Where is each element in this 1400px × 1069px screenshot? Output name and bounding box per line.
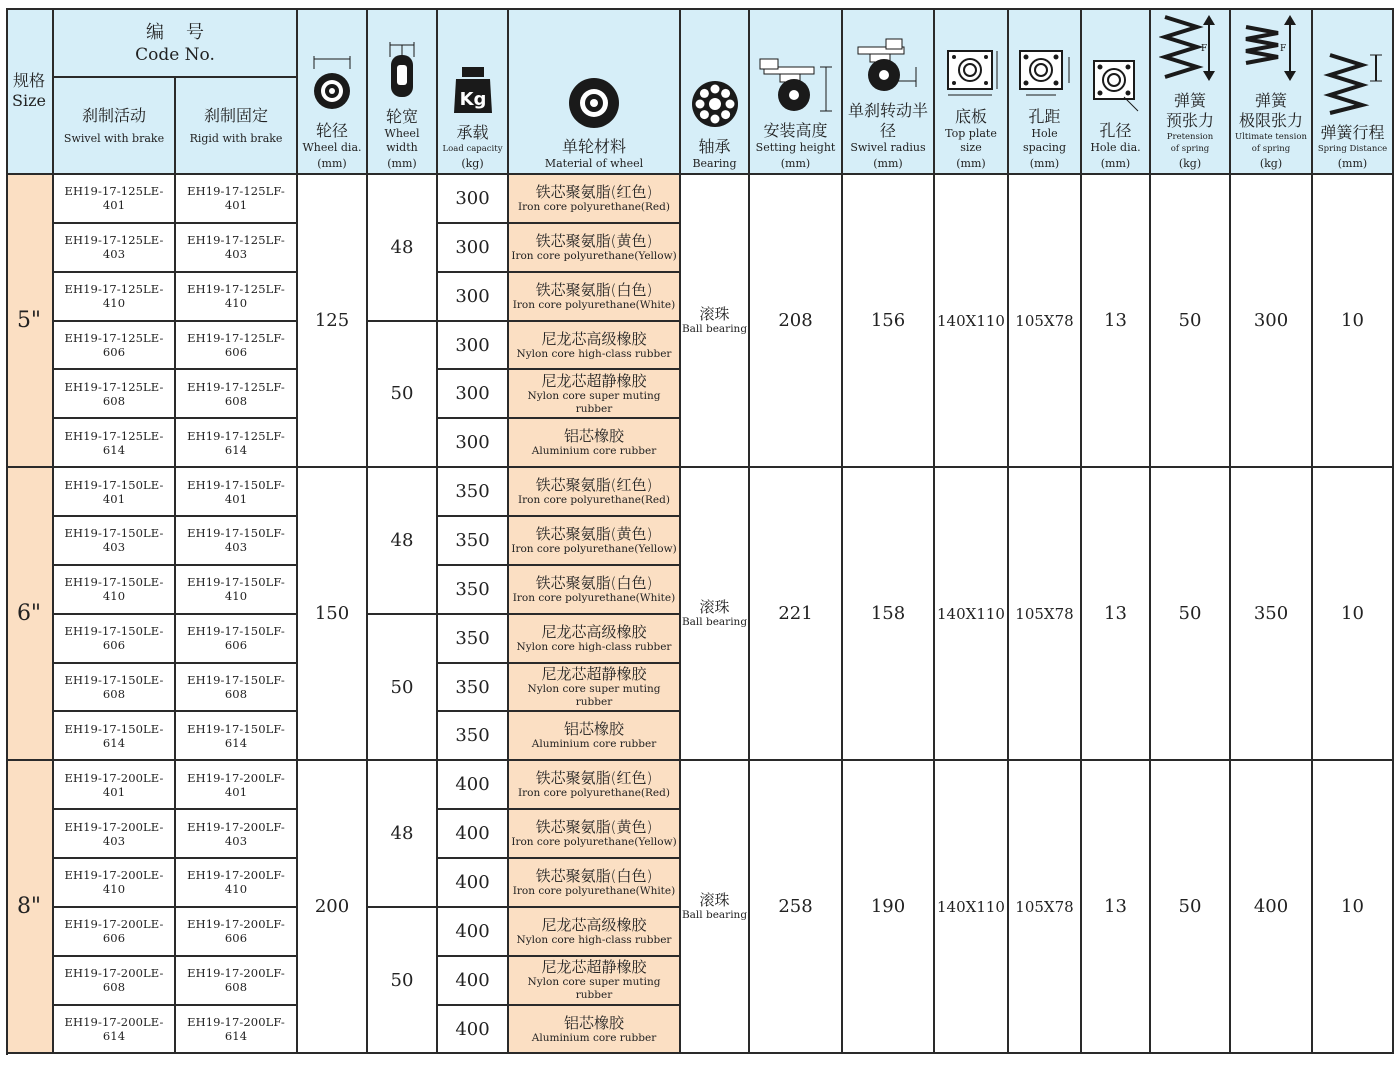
material-en: Iron core polyurethane(White) [512,298,676,311]
column-header-en: Spring Distance [1317,144,1388,154]
top-plate-size: 140X110 [935,761,1009,1054]
rigid-code: EH19-17-125LF-606 [176,322,298,371]
column-header-11 [1151,8,1231,175]
material-zh: 铁芯聚氨脂(红色) [535,182,653,201]
top-plate-size: 140X110 [935,468,1009,761]
column-header-en: Material of wheel [544,157,644,170]
material-zh: 铁芯聚氨脂(白色) [535,866,653,885]
spring-distance-icon [1320,51,1386,119]
rigid-header-en: Rigid with brake [189,131,283,145]
bearing-zh: 滚珠 [699,598,730,617]
material-en: Nylon core super muting rubber [527,389,661,415]
rigid-code: EH19-17-150LF-614 [176,712,298,761]
material-zh: 铁芯聚氨脂(红色) [535,476,653,495]
setting-height: 258 [750,761,843,1054]
wheel-material [509,859,681,908]
column-header-unit: (mm) [1100,157,1131,170]
wheel-diameter: 150 [298,468,368,761]
material-en: Nylon core super muting rubber [527,683,661,709]
rigid-code: EH19-17-200LF-606 [176,908,298,957]
column-header-unit: (kg) [1178,157,1202,170]
wheel-width-icon [382,41,422,103]
column-header-8 [935,8,1009,175]
wheel-material [509,517,681,566]
wheel-material [509,322,681,371]
material-en: Aluminium core rubber [531,738,657,751]
column-header-en: Load capacity [442,144,503,154]
rigid-header-zh: 刹制固定 [203,105,268,125]
wheel-material [509,664,681,713]
hole-spacing: 105X78 [1009,761,1082,1054]
column-header-zh: 弹簧 预张力 [1165,91,1214,130]
swivel-code: EH19-17-200LE-606 [54,908,176,957]
ball-bearing-icon [690,79,740,133]
swivel-header-en: Swivel with brake [63,131,165,145]
spring-distance: 10 [1313,468,1394,761]
wheel-material [509,1006,681,1055]
load-capacity: 300 [438,273,509,322]
column-header-unit: (kg) [461,157,484,170]
load-capacity: 300 [438,370,509,419]
swivel-code: EH19-17-150LE-606 [54,615,176,664]
material-zh: 铁芯聚氨脂(黄色) [535,524,653,543]
wheel-material [509,761,681,810]
code-header-zh-1: 编 [146,22,164,43]
load-capacity: 350 [438,566,509,615]
wheel-width: 50 [368,322,438,469]
swivel-code: EH19-17-200LE-608 [54,957,176,1006]
swivel-code: EH19-17-200LE-403 [54,810,176,859]
material-zh: 尼龙芯超静橡胶 [541,665,647,684]
rigid-code: EH19-17-150LF-403 [176,517,298,566]
rigid-code: EH19-17-125LF-403 [176,224,298,273]
column-header-unit: (mm) [1337,157,1368,170]
column-header-7 [843,8,935,175]
swivel-code: EH19-17-200LE-401 [54,761,176,810]
wheel-material [509,957,681,1006]
swivel-code: EH19-17-125LE-410 [54,273,176,322]
wheel-material [509,175,681,224]
material-en: Iron core polyurethane(Red) [518,494,670,507]
material-en: Aluminium core rubber [531,445,657,458]
bearing [681,761,750,1054]
caster-spec-table [6,8,1394,1055]
rigid-code: EH19-17-150LF-606 [176,615,298,664]
spring-pretension: 50 [1151,175,1231,468]
column-header-6 [750,8,843,175]
material-zh: 铝芯橡胶 [563,720,624,739]
column-header-3 [438,8,509,175]
spring-ultimate-icon [1240,13,1302,87]
column-header-unit: (mm) [780,157,811,170]
column-header-en: Wheel dia. [302,141,362,154]
material-en: Aluminium core rubber [531,1031,657,1044]
column-header-9 [1009,8,1082,175]
size-header-zh: 规格 [12,70,45,90]
load-capacity: 300 [438,322,509,371]
swivel-code: EH19-17-125LE-608 [54,370,176,419]
setting-height-icon [758,57,834,117]
material-zh: 尼龙芯高级橡胶 [541,915,647,934]
material-zh: 铁芯聚氨脂(白色) [535,280,653,299]
wheel-material-icon [568,77,620,133]
swivel-code: EH19-17-150LE-410 [54,566,176,615]
bearing-zh: 滚珠 [699,891,730,910]
setting-height: 208 [750,175,843,468]
load-capacity: 400 [438,859,509,908]
hole-diameter: 13 [1082,468,1151,761]
swivel-code: EH19-17-150LE-403 [54,517,176,566]
column-header-zh: 孔距 [1028,107,1061,126]
rigid-code: EH19-17-200LF-403 [176,810,298,859]
top-plate-size: 140X110 [935,175,1009,468]
wheel-diameter: 200 [298,761,368,1054]
material-en: Iron core polyurethane(Yellow) [511,249,677,262]
swivel-code: EH19-17-200LE-614 [54,1006,176,1055]
swivel-header [54,78,176,175]
column-header-12 [1231,8,1313,175]
spring-ultimate-tension: 350 [1231,468,1313,761]
spring-pretension: 50 [1151,761,1231,1054]
column-header-unit: (mm) [1029,157,1060,170]
column-header-en: Pretension of spring [1166,132,1214,154]
rigid-code: EH19-17-125LF-614 [176,419,298,468]
column-header-unit: (kg) [1259,157,1283,170]
swivel-header-zh: 刹制活动 [81,105,146,125]
material-zh: 铝芯橡胶 [563,427,624,446]
swivel-radius: 158 [843,468,935,761]
wheel-material [509,566,681,615]
hole-spacing: 105X78 [1009,468,1082,761]
column-header-2 [368,8,438,175]
load-capacity: 400 [438,1006,509,1055]
rigid-code: EH19-17-150LF-608 [176,664,298,713]
column-header-en: Swivel radius [850,141,926,154]
column-header-zh: 轴承 [698,137,731,156]
wheel-material [509,419,681,468]
column-header-zh: 弹簧 极限张力 [1238,91,1303,130]
rigid-code: EH19-17-125LF-401 [176,175,298,224]
load-capacity: 350 [438,664,509,713]
rigid-code: EH19-17-125LF-608 [176,370,298,419]
swivel-code: EH19-17-150LE-608 [54,664,176,713]
svg-text:F: F [1201,44,1208,54]
column-header-5 [681,8,750,175]
column-header-unit: (mm) [387,157,417,170]
material-zh: 铁芯聚氨脂(黄色) [535,231,653,250]
column-header-1 [298,8,368,175]
column-header-en: Top plate size [945,127,997,154]
hole-spacing-icon [1016,47,1074,103]
spring-pretension: 50 [1151,468,1231,761]
wheel-material [509,273,681,322]
load-capacity: 300 [438,224,509,273]
svg-text:Kg: Kg [459,89,486,110]
load-capacity: 400 [438,908,509,957]
swivel-code: EH19-17-125LE-401 [54,175,176,224]
kg-weight-icon [452,65,494,119]
size-label: 5" [6,175,54,468]
column-header-en: Ultimate tension of spring [1235,132,1307,154]
load-capacity: 350 [438,517,509,566]
rigid-header [176,78,298,175]
rigid-code: EH19-17-150LF-410 [176,566,298,615]
size-header [6,8,54,175]
wheel-material [509,468,681,517]
swivel-code: EH19-17-150LE-614 [54,712,176,761]
wheel-width: 48 [368,175,438,322]
material-en: Nylon core high-class rubber [516,640,672,653]
spring-distance: 10 [1313,761,1394,1054]
code-header-zh-2: 号 [186,22,204,43]
bearing-zh: 滚珠 [699,305,730,324]
wheel-width: 48 [368,761,438,908]
material-zh: 尼龙芯高级橡胶 [541,329,647,348]
hole-diameter: 13 [1082,175,1151,468]
rigid-code: EH19-17-200LF-608 [176,957,298,1006]
column-header-unit: (mm) [873,157,903,170]
spring-pretension-icon [1159,13,1221,87]
swivel-code: EH19-17-125LE-403 [54,224,176,273]
code-header-zh [146,18,204,44]
column-header-10 [1082,8,1151,175]
material-zh: 铁芯聚氨脂(黄色) [535,818,653,837]
code-header-en: Code No. [135,45,215,65]
rigid-code: EH19-17-150LF-401 [176,468,298,517]
column-header-zh: 孔径 [1099,121,1132,140]
column-header-en: Hole dia. [1090,141,1141,154]
column-header-zh: 安装高度 [763,121,828,140]
wheel-material [509,370,681,419]
rigid-code: EH19-17-200LF-410 [176,859,298,908]
wheel-material [509,224,681,273]
column-header-zh: 单轮材料 [561,137,626,156]
size-label: 8" [6,761,54,1054]
material-en: Iron core polyurethane(Yellow) [511,836,677,849]
spring-distance: 10 [1313,175,1394,468]
column-header-13 [1313,8,1394,175]
wheel-diameter-icon [310,55,354,117]
load-capacity: 350 [438,468,509,517]
swivel-radius: 190 [843,761,935,1054]
swivel-radius-icon [850,37,926,97]
load-capacity: 350 [438,615,509,664]
spring-ultimate-tension: 300 [1231,175,1313,468]
column-header-en: Bearing [692,157,737,170]
material-en: Iron core polyurethane(Red) [518,200,670,213]
column-header-zh: 轮宽 [385,107,418,126]
size-header-en: Size [12,90,46,110]
material-zh: 尼龙芯超静橡胶 [541,371,647,390]
material-en: Nylon core super muting rubber [527,976,661,1002]
load-capacity: 350 [438,712,509,761]
material-en: Nylon core high-class rubber [516,347,672,360]
rigid-code: EH19-17-125LF-410 [176,273,298,322]
column-header-en: Hole spacing [1022,127,1067,154]
column-header-unit: (mm) [956,157,986,170]
bearing-en: Ball bearing [681,909,748,922]
swivel-code: EH19-17-200LE-410 [54,859,176,908]
swivel-radius: 156 [843,175,935,468]
material-en: Iron core polyurethane(White) [512,884,676,897]
column-header-zh: 承载 [456,123,489,142]
load-capacity: 400 [438,810,509,859]
size-label: 6" [6,468,54,761]
material-zh: 铝芯橡胶 [563,1013,624,1032]
column-header-en: Setting height [755,141,836,154]
hole-diameter-icon [1090,57,1142,117]
wheel-width: 50 [368,908,438,1055]
wheel-width: 48 [368,468,438,615]
rigid-code: EH19-17-200LF-401 [176,761,298,810]
material-en: Iron core polyurethane(White) [512,591,676,604]
wheel-material [509,615,681,664]
rigid-code: EH19-17-200LF-614 [176,1006,298,1055]
bearing-en: Ball bearing [681,616,748,629]
spring-ultimate-tension: 400 [1231,761,1313,1054]
column-header-4 [509,8,681,175]
column-header-zh: 底板 [954,107,987,126]
load-capacity: 300 [438,175,509,224]
load-capacity: 400 [438,761,509,810]
code-header [54,8,298,78]
hole-spacing: 105X78 [1009,175,1082,468]
load-capacity: 300 [438,419,509,468]
column-header-zh: 轮径 [315,121,348,140]
column-header-zh: 弹簧行程 [1320,123,1385,142]
load-capacity: 400 [438,957,509,1006]
material-en: Iron core polyurethane(Yellow) [511,542,677,555]
swivel-code: EH19-17-125LE-606 [54,322,176,371]
top-plate-icon [942,47,1000,103]
column-header-en: Wheel width [384,127,420,154]
wheel-diameter: 125 [298,175,368,468]
bearing [681,175,750,468]
column-header-zh: 单刹转动半径 [847,101,928,140]
wheel-material [509,908,681,957]
wheel-width: 50 [368,615,438,762]
hole-diameter: 13 [1082,761,1151,1054]
swivel-code: EH19-17-125LE-614 [54,419,176,468]
svg-text:F: F [1280,44,1287,54]
wheel-material [509,810,681,859]
wheel-material [509,712,681,761]
material-zh: 尼龙芯超静橡胶 [541,958,647,977]
material-zh: 铁芯聚氨脂(红色) [535,769,653,788]
swivel-code: EH19-17-150LE-401 [54,468,176,517]
material-en: Iron core polyurethane(Red) [518,787,670,800]
setting-height: 221 [750,468,843,761]
material-zh: 铁芯聚氨脂(白色) [535,573,653,592]
bearing [681,468,750,761]
material-en: Nylon core high-class rubber [516,933,672,946]
bearing-en: Ball bearing [681,323,748,336]
column-header-unit: (mm) [317,157,347,170]
material-zh: 尼龙芯高级橡胶 [541,622,647,641]
